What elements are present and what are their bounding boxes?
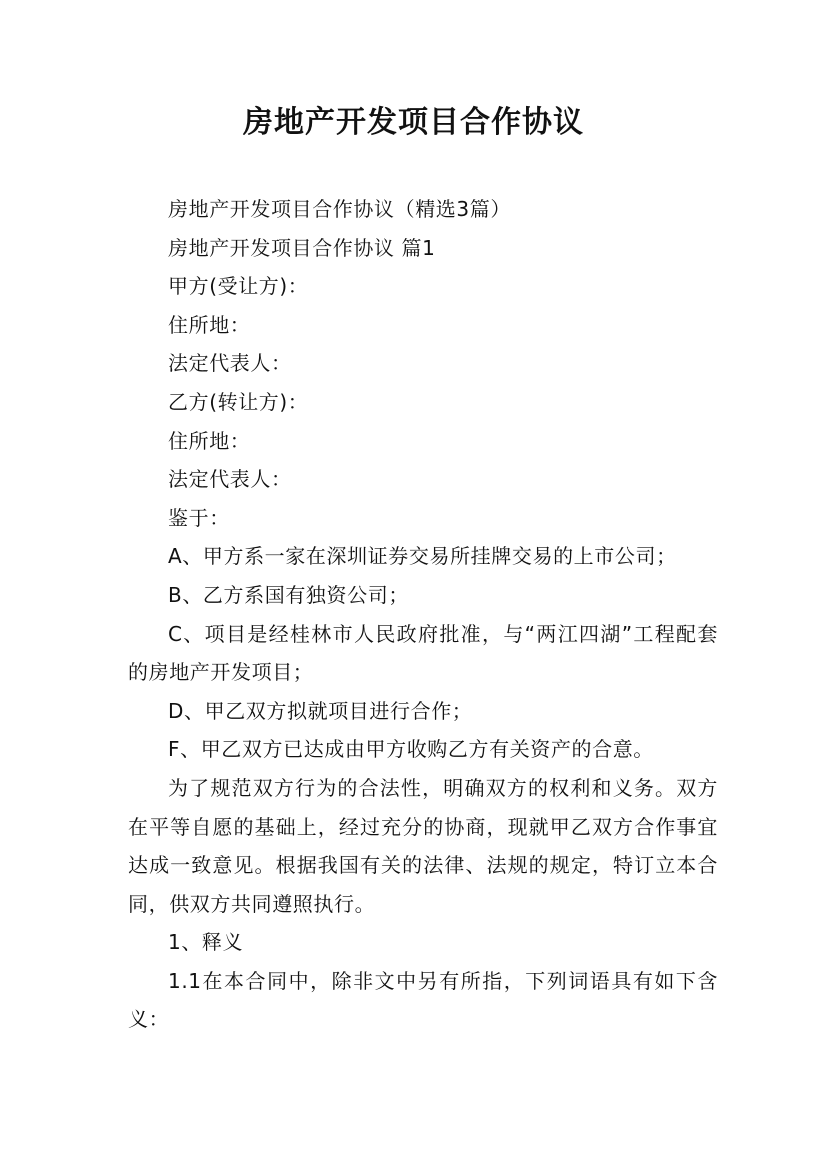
- paragraph-recital-c: C、项目是经桂林市人民政府批准，与“两江四湖”工程配套的房地产开发项目；: [128, 621, 718, 685]
- paragraph-whereas: 鉴于：: [168, 505, 230, 530]
- paragraph-definitions-heading: 1、释义: [168, 930, 244, 955]
- paragraph-purpose: 为了规范双方行为的合法性，明确双方的权利和义务。双方在平等自愿的基础上，经过充分的协商，现就甲乙双方合作事宜达成一致意见。根据我国有关的法律、法规的规定，特订立本合同，供双方共同遵照执行。: [128, 775, 718, 916]
- paragraph-party-a-representative: 法定代表人：: [168, 351, 292, 376]
- paragraph-party-a-address: 住所地：: [168, 312, 251, 337]
- paragraph-recital-b: B、乙方系国有独资公司；: [168, 582, 409, 607]
- paragraph-party-a: 甲方(受让方)：: [168, 274, 309, 299]
- paragraph-section-heading: 房地产开发项目合作协议 篇1: [168, 235, 436, 260]
- paragraph-party-b-address: 住所地：: [168, 428, 251, 453]
- paragraph-recital-d: D、甲乙双方拟就项目进行合作；: [168, 698, 473, 723]
- document-title: 房地产开发项目合作协议: [243, 105, 584, 140]
- paragraph-recital-f: F、甲乙双方已达成由甲方收购乙方有关资产的合意。: [168, 737, 654, 762]
- paragraph-definitions-intro: 1.1在本合同中，除非文中另有所指，下列词语具有如下含义：: [128, 968, 718, 1032]
- paragraph-subtitle: 房地产开发项目合作协议（精选3篇）: [168, 197, 511, 221]
- document-body: [128, 190, 718, 1039]
- paragraph-recital-a: A、甲方系一家在深圳证券交易所挂牌交易的上市公司；: [168, 544, 677, 569]
- paragraph-party-b-representative: 法定代表人：: [168, 467, 292, 492]
- paragraph-party-b: 乙方(转让方)：: [168, 389, 309, 414]
